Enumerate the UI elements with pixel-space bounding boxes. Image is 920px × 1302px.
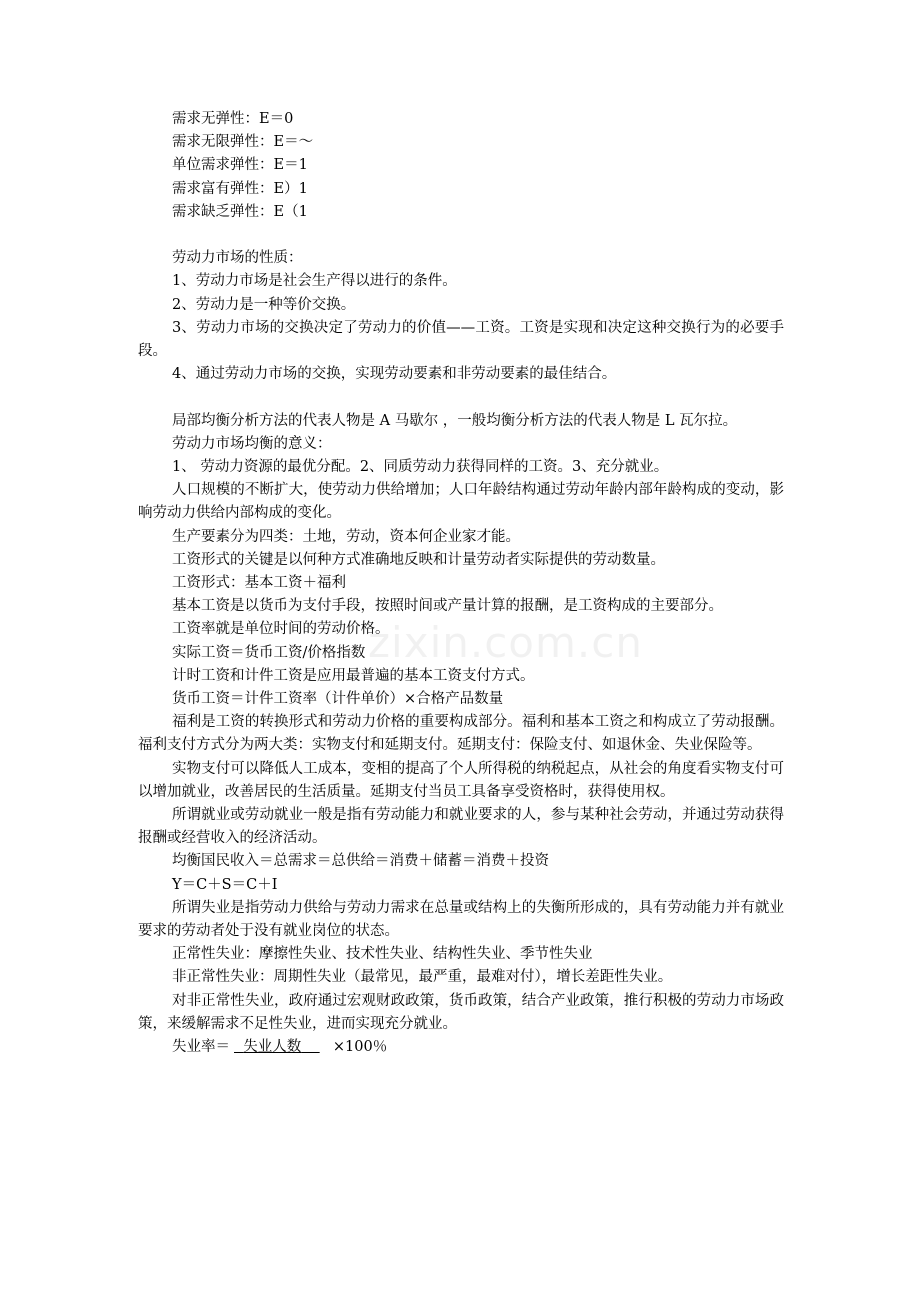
paragraph: 工资形式的关键是以何种方式准确地反映和计量劳动者实际提供的劳动数量。 xyxy=(172,551,665,568)
paragraph: 需求无弹性：E＝0 xyxy=(172,111,294,127)
paragraph: 4、通过劳动力市场的交换，实现劳动要素和非劳动要素的最佳结合。 xyxy=(172,366,617,383)
paragraph: Y＝C＋S＝C＋I xyxy=(172,876,278,893)
paragraph: 生产要素分为四类：土地，劳动，资本何企业家才能。 xyxy=(172,528,520,545)
paragraph: 货币工资＝计件工资率（计件单价）×合格产品数量 xyxy=(172,691,504,708)
paragraph: 局部均衡分析方法的代表人物是 A 马歇尔 ，一般均衡分析方法的代表人物是 L 瓦尔拉。 xyxy=(172,412,738,429)
paragraph: 对非正常性失业，政府通过宏观财政政策，货币政策，结合产业政策，推行积极的劳动力市场政策，来缓解需求不足性失业，进而实现充分就业。 xyxy=(138,992,784,1032)
paragraph: 计时工资和计件工资是应用最普遍的基本工资支付方式。 xyxy=(172,667,535,684)
paragraph: 非正常性失业：周期性失业（最常见，最严重，最难对付），增长差距性失业。 xyxy=(172,969,673,986)
paragraph: 劳动力市场均衡的意义： xyxy=(172,435,332,452)
paragraph: 均衡国民收入＝总需求＝总供给＝消费＋储蓄＝消费＋投资 xyxy=(172,853,549,870)
paragraph: 基本工资是以货币为支付手段，按照时间或产量计算的报酬，是工资构成的主要部分。 xyxy=(172,598,723,615)
paragraph: 2、劳动力是一种等价交换。 xyxy=(172,296,356,313)
watermark-text: zixin.com.cn xyxy=(368,618,643,667)
blank-line xyxy=(138,224,784,247)
paragraph: 需求无限弹性：E＝～ xyxy=(172,134,314,151)
paragraph: 实际工资＝货币工资/价格指数 xyxy=(172,644,366,661)
paragraph: 所谓就业或劳动就业一般是指有劳动能力和就业要求的人，参与某种社会劳动，并通过劳动获得报酬或经营收入的经济活动。 xyxy=(138,807,784,847)
paragraph: 1、 劳动力资源的最优分配。2、同质劳动力获得同样的工资。3、充分就业。 xyxy=(172,459,669,476)
paragraph: 福利是工资的转换形式和劳动力价格的重要构成部分。福利和基本工资之和构成立了劳动报酬。福利支付方式分为两大类：实物支付和延期支付。延期支付：保险支付、如退休金、失业保险等。 xyxy=(138,714,784,754)
paragraph: 需求缺乏弹性：E（1 xyxy=(172,203,308,220)
paragraph: 需求富有弹性：E）1 xyxy=(172,180,308,197)
paragraph: 劳动力市场的性质： xyxy=(172,250,303,267)
unemployment-rate-formula xyxy=(138,1036,784,1059)
paragraph: 工资形式：基本工资＋福利 xyxy=(172,575,346,592)
paragraph: 实物支付可以降低人工成本，变相的提高了个人所得税的纳税起点，从社会的角度看实物支付可以增加就业，改善居民的生活质量。延期支付当员工具备享受资格时，获得使用权。 xyxy=(138,760,784,800)
paragraph: 所谓失业是指劳动力供给与劳动力需求在总量或结构上的失衡所形成的，具有劳动能力并有就业要求的劳动者处于没有就业岗位的状态。 xyxy=(138,899,784,940)
paragraph: 人口规模的不断扩大，使劳动力供给增加；人口年龄结构通过劳动年龄内部年龄构成的变动，影响劳动力供给内部构成的变化。 xyxy=(138,482,784,522)
document-body xyxy=(138,108,784,1059)
formula-prefix: 失业率＝ xyxy=(172,1039,230,1056)
paragraph: 正常性失业：摩擦性失业、技术性失业、结构性失业、季节性失业 xyxy=(172,946,593,963)
blank-line xyxy=(138,386,784,409)
paragraph: 工资率就是单位时间的劳动价格。 xyxy=(172,621,390,638)
paragraph: 3、劳动力市场的交换决定了劳动力的价值——工资。工资是实现和决定这种交换行为的必要手段。 xyxy=(138,319,784,360)
formula-suffix: ×100％ xyxy=(332,1039,388,1056)
paragraph: 1、劳动力市场是社会生产得以进行的条件。 xyxy=(172,273,457,290)
paragraph: 单位需求弹性：E＝1 xyxy=(172,157,308,174)
formula-numerator: 失业人数 xyxy=(243,1039,302,1056)
